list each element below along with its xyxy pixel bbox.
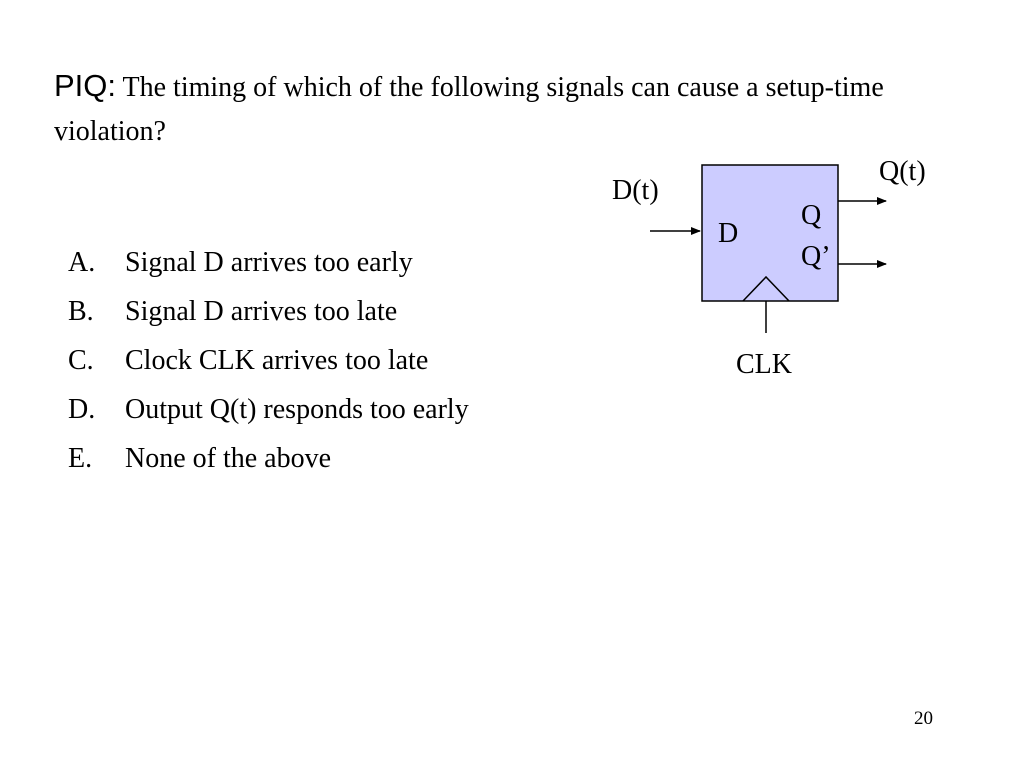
option-text: Signal D arrives too early bbox=[125, 247, 413, 278]
clock-label: CLK bbox=[736, 349, 792, 380]
option-letter: E. bbox=[68, 443, 93, 474]
d-pin-label: D bbox=[718, 218, 739, 249]
d-input-label: D(t) bbox=[612, 175, 659, 206]
option-c bbox=[68, 336, 469, 385]
option-text: Clock CLK arrives too late bbox=[125, 345, 429, 376]
answer-options-list bbox=[68, 238, 469, 483]
option-text: Signal D arrives too late bbox=[125, 296, 398, 327]
option-text: Output Q(t) responds too early bbox=[125, 394, 469, 425]
option-text: None of the above bbox=[125, 443, 332, 474]
q-output-label: Q(t) bbox=[879, 156, 926, 187]
option-d bbox=[68, 385, 469, 434]
option-letter: C. bbox=[68, 345, 94, 376]
option-letter: A. bbox=[68, 247, 96, 278]
qbar-pin-label: Q’ bbox=[801, 241, 831, 272]
title-text: The timing of which of the following signals can cause a setup-time violation? bbox=[54, 72, 884, 147]
slide-title bbox=[54, 64, 954, 154]
page-number: 20 bbox=[914, 708, 933, 729]
q-pin-label: Q bbox=[801, 200, 822, 231]
option-a bbox=[68, 238, 469, 287]
option-e bbox=[68, 434, 469, 483]
title-prefix: PIQ: bbox=[54, 68, 117, 103]
flip-flop-diagram bbox=[600, 150, 960, 390]
option-b bbox=[68, 287, 469, 336]
option-letter: B. bbox=[68, 296, 94, 327]
option-letter: D. bbox=[68, 394, 96, 425]
